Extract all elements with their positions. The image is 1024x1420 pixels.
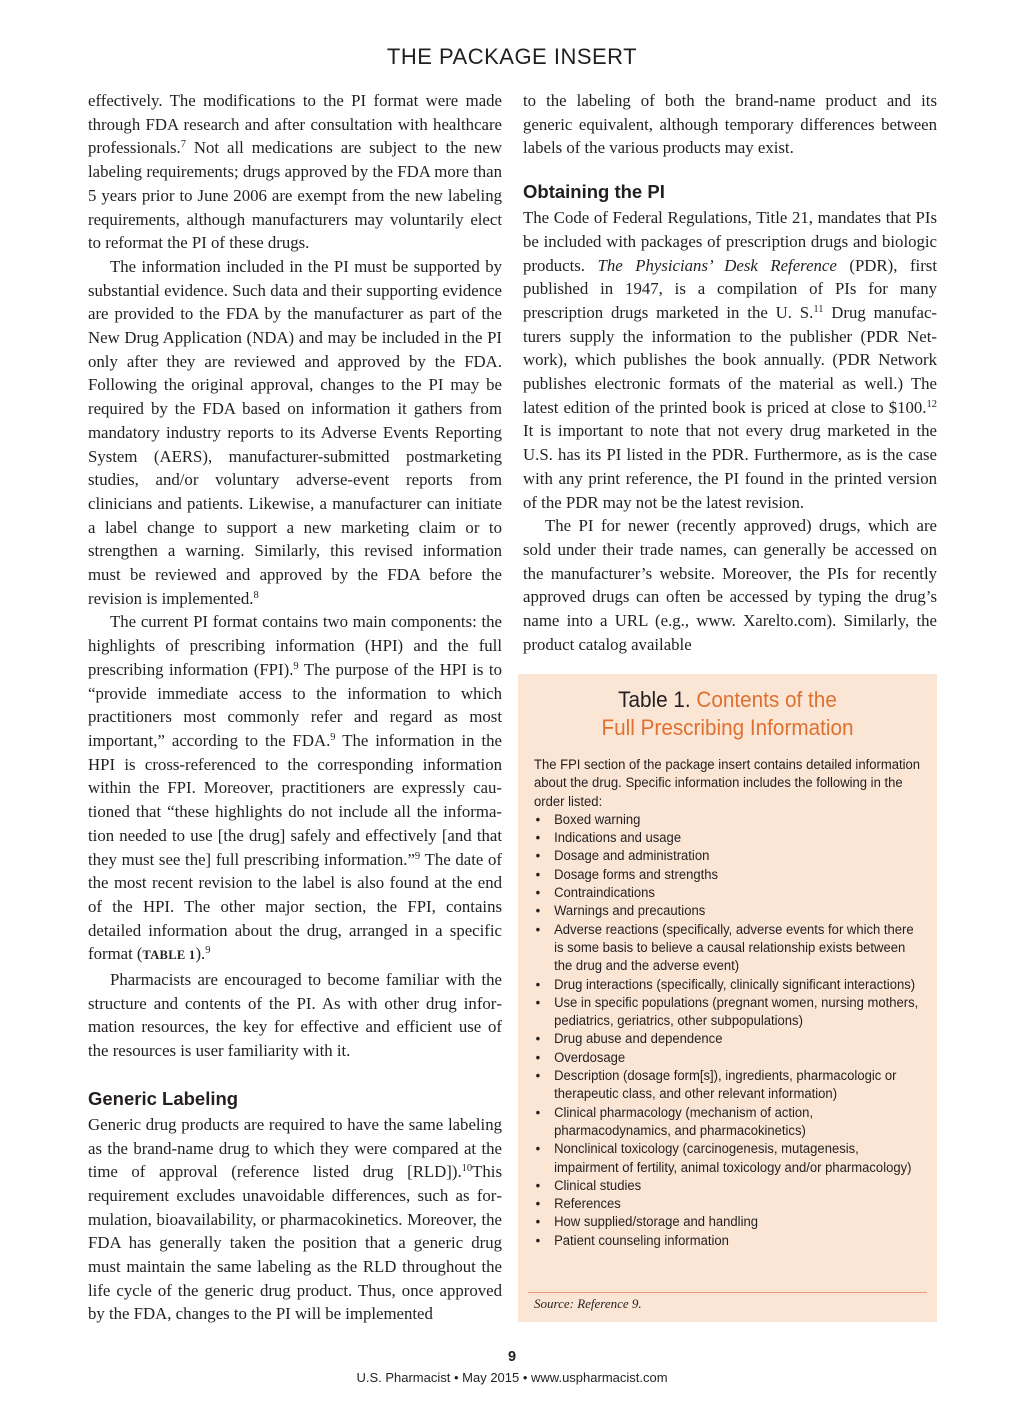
table-title-line-2: Full Prescribing Information [601, 715, 854, 740]
text: effectively. The modifications to the PI format were made through FDA research and after consultation with healthcare professionals. [88, 91, 502, 158]
table-reference: TABLE 1 [142, 948, 196, 963]
list-item-text: Contraindications [554, 885, 655, 902]
list-item [532, 866, 918, 884]
list-item [532, 1049, 918, 1067]
list-item [532, 994, 918, 1031]
list-item [532, 1067, 918, 1104]
citation: 9 [205, 945, 211, 957]
citation: 11 [813, 303, 824, 315]
right-column [523, 89, 937, 656]
text: It is important to note that not every drug marketed in the U.S. has its PI listed in the PDR. Furthermore, as is the case with any print reference, the PI found in the printed version of the PDR may not be the latest revision. [523, 421, 937, 512]
paragraph [88, 1113, 502, 1326]
citation: 9 [330, 731, 336, 743]
bullet-icon: • [535, 811, 541, 828]
list-item-text: Clinical pharmacology (mechanism of action, pharmacodynamics, and pharmacokinetics) [554, 1104, 814, 1139]
text: (PDR), first published in 1947, is a compilation of PIs for many prescription drugs marketed in the U. S. [523, 255, 937, 322]
citation: 10 [461, 1163, 473, 1175]
list-item [532, 811, 918, 829]
bullet-icon: • [535, 866, 541, 883]
list-item-text: Use in specific populations (pregnant women, nursing mothers, pediatrics, geriatrics, other subpopulations) [554, 994, 919, 1030]
paragraph [88, 610, 502, 968]
text: Generic drug products are required to have the same labeling as the brand-name drug to which they were compared at the time of approval (reference listed drug [RLD]). [88, 1114, 502, 1182]
list-item [532, 1140, 918, 1177]
list-item-text: Clinical studies [554, 1177, 642, 1194]
paragraph [523, 206, 937, 514]
citation: 9 [293, 660, 299, 672]
list-item [532, 1195, 918, 1213]
bullet-icon: • [535, 994, 541, 1011]
list-item-text: References [554, 1196, 621, 1213]
paragraph [88, 255, 502, 611]
bullet-icon: • [535, 1049, 541, 1066]
text: The information included in the PI must be supported by substantial evidence. Such data and their supporting evidence are provided to the FDA by the manufacturer as part of the New Drug Application (NDA) and may be included in the PI only after they are reviewed and approved by the FDA. Following the original approval, changes to the PI may be required by the FDA based on information it gathers from mandatory industry reports to its Adverse Events Reporting System (AERS), manufacturer-submitted postmarketing studies, and/or voluntary adverse-event reports from clinicians and patients. Likewise, a manufacturer can initiate a label change to support a new marketing claim or to strengthen a warning. Similarly, this revised information must be reviewed and approved by the FDA before the revision is implemented. [88, 256, 502, 608]
bullet-icon: • [535, 848, 541, 865]
bullet-icon: • [535, 1177, 541, 1194]
running-head: THE PACKAGE INSERT [386, 44, 638, 69]
citation: 9 [414, 850, 421, 862]
bullet-icon: • [535, 1141, 541, 1158]
table-source: Source: Reference 9. [534, 1296, 642, 1311]
list-item [532, 847, 918, 865]
text: The purpose of the HPI is to “provide immediate access to the information to which practitioners most commonly refer and regard as most important,” according to the FDA. [88, 659, 502, 750]
section-heading: Generic Labeling [88, 1087, 239, 1109]
list-item [532, 976, 918, 994]
text: The information in the HPI is cross-referenced to the corresponding information within the FPI. Moreover, practitioners are expressly cautioned that “these highlights do not include all the information needed to use [the drug] safely and effectively [and that they must see the] full prescribing information.” [88, 730, 502, 869]
page-number: 9 [507, 1349, 517, 1365]
paragraph: to the labeling of both the brand-name product and its generic equivalent, although temporary differences between labels of the various products may exist. [523, 91, 937, 158]
list-item-text: Patient counseling information [554, 1232, 729, 1249]
bullet-icon: • [535, 1068, 541, 1085]
text: ). [195, 944, 206, 964]
list-item-text: Description (dosage form[s]), ingredients, pharmacologic or therapeutic class, and other relevant information) [554, 1068, 897, 1103]
text: The Code of Federal Regulations, Title 21, mandates that PIs be included with packages of prescription drugs and biologic products. [523, 208, 937, 275]
bullet-icon: • [535, 1196, 541, 1213]
bullet-icon: • [535, 1214, 541, 1231]
left-column [88, 89, 502, 1326]
list-item-text: Indications and usage [554, 830, 682, 847]
list-item [532, 1213, 918, 1231]
list-item-text: Dosage and administration [554, 848, 710, 865]
table-title [535, 686, 920, 742]
list-item [532, 1104, 918, 1141]
paragraph: The PI for newer (recently approved) drugs, which are sold under their trade names, can generally be accessed on the manufacturer’s website. Moreover, the PIs for recently approved drugs can often be accessed by typing the drug’s name into a URL (e.g., www. Xarelto.com). Similarly, the product catalog available [523, 516, 937, 654]
paragraph [88, 89, 502, 255]
bullet-icon: • [535, 885, 541, 902]
list-item [532, 1030, 918, 1048]
list-item-text: Adverse reactions (specifically, adverse events for which there is some basis to believe a causal relationship exists between the drug and the adverse event) [554, 921, 914, 975]
divider [528, 1292, 927, 1293]
list-item-text: Nonclinical toxicology (carcinogenesis, mutagenesis, impairment of fertility, animal toxicology and/or pharmacology) [554, 1141, 912, 1176]
table-title-line-1: Contents of the [696, 687, 837, 712]
footer-publication: U.S. Pharmacist • May 2015 • www.uspharmacist.com [356, 1370, 668, 1385]
citation: 7 [180, 139, 186, 151]
table-label: Table 1. [618, 687, 691, 712]
text: The current PI format contains two main components: the highlights of prescribing information (HPI) and the full prescribing information (FPI). [88, 612, 502, 679]
bullet-icon: • [535, 830, 541, 847]
list-item-text: Drug abuse and dependence [554, 1031, 723, 1048]
bullet-icon: • [535, 921, 541, 938]
bullet-icon: • [535, 976, 541, 993]
table-intro: The FPI section of the package insert contains detailed information about the drug. Specific information includes the following in the order listed: [534, 757, 920, 810]
citation: 12 [926, 398, 937, 410]
paragraph: Pharmacists are encouraged to become familiar with the structure and contents of the PI. As with other drug information resources, the key for effective and efficient use of the resources is user familiarity with it. [88, 970, 502, 1061]
list-item [532, 921, 918, 976]
list-item-text: Warnings and precautions [554, 903, 706, 920]
section-heading: Obtaining the PI [523, 181, 665, 203]
list-item [532, 902, 918, 920]
list-item-text: How supplied/storage and handling [554, 1214, 758, 1231]
list-item-text: Overdosage [554, 1049, 626, 1066]
text: The date of the most recent revision to the label is also found at the end of the HPI. The other major section, the FPI, contains detailed information about the drug, arranged in a specific format ( [88, 849, 502, 964]
list-item-text: Dosage forms and strengths [554, 866, 719, 883]
bullet-icon: • [535, 1031, 541, 1048]
text: Drug manufacturers supply the information to the publisher (PDR Network), which publishes the book annually. (PDR Network publishes electronic formats of the material as well.) The latest edition of the printed book is priced at close to $100. [523, 302, 937, 417]
list-item-text: Drug interactions (specifically, clinically significant interactions) [554, 976, 916, 993]
book-title: The Physicians’ Desk Reference [597, 255, 837, 275]
list-item-text: Boxed warning [554, 811, 641, 828]
list-item [532, 1177, 918, 1195]
list-item [532, 884, 918, 902]
text: Not all medications are subject to the new labeling requirements; drugs approved by the FDA more than 5 years prior to June 2006 are exempt from the new labeling requirements, although manufacturers may voluntarily elect to reformat the PI of these drugs. [88, 138, 502, 253]
bullet-icon: • [535, 1104, 541, 1121]
list-item [532, 829, 918, 847]
bullet-icon: • [535, 1232, 541, 1249]
bullet-icon: • [535, 903, 541, 920]
citation: 8 [253, 589, 259, 601]
table-list [532, 811, 918, 1250]
text: This requirement excludes unavoidable differences, such as formulation, bioavailability, or pharmacokinetics. Moreover, the FDA has generally taken the position that a generic drug must maintain the same labeling as the RLD throughout the life cycle of the generic drug product. Thus, once approved by the FDA, changes to the PI will be implemented [88, 1162, 502, 1324]
list-item [532, 1232, 918, 1250]
table-box [518, 674, 937, 1322]
